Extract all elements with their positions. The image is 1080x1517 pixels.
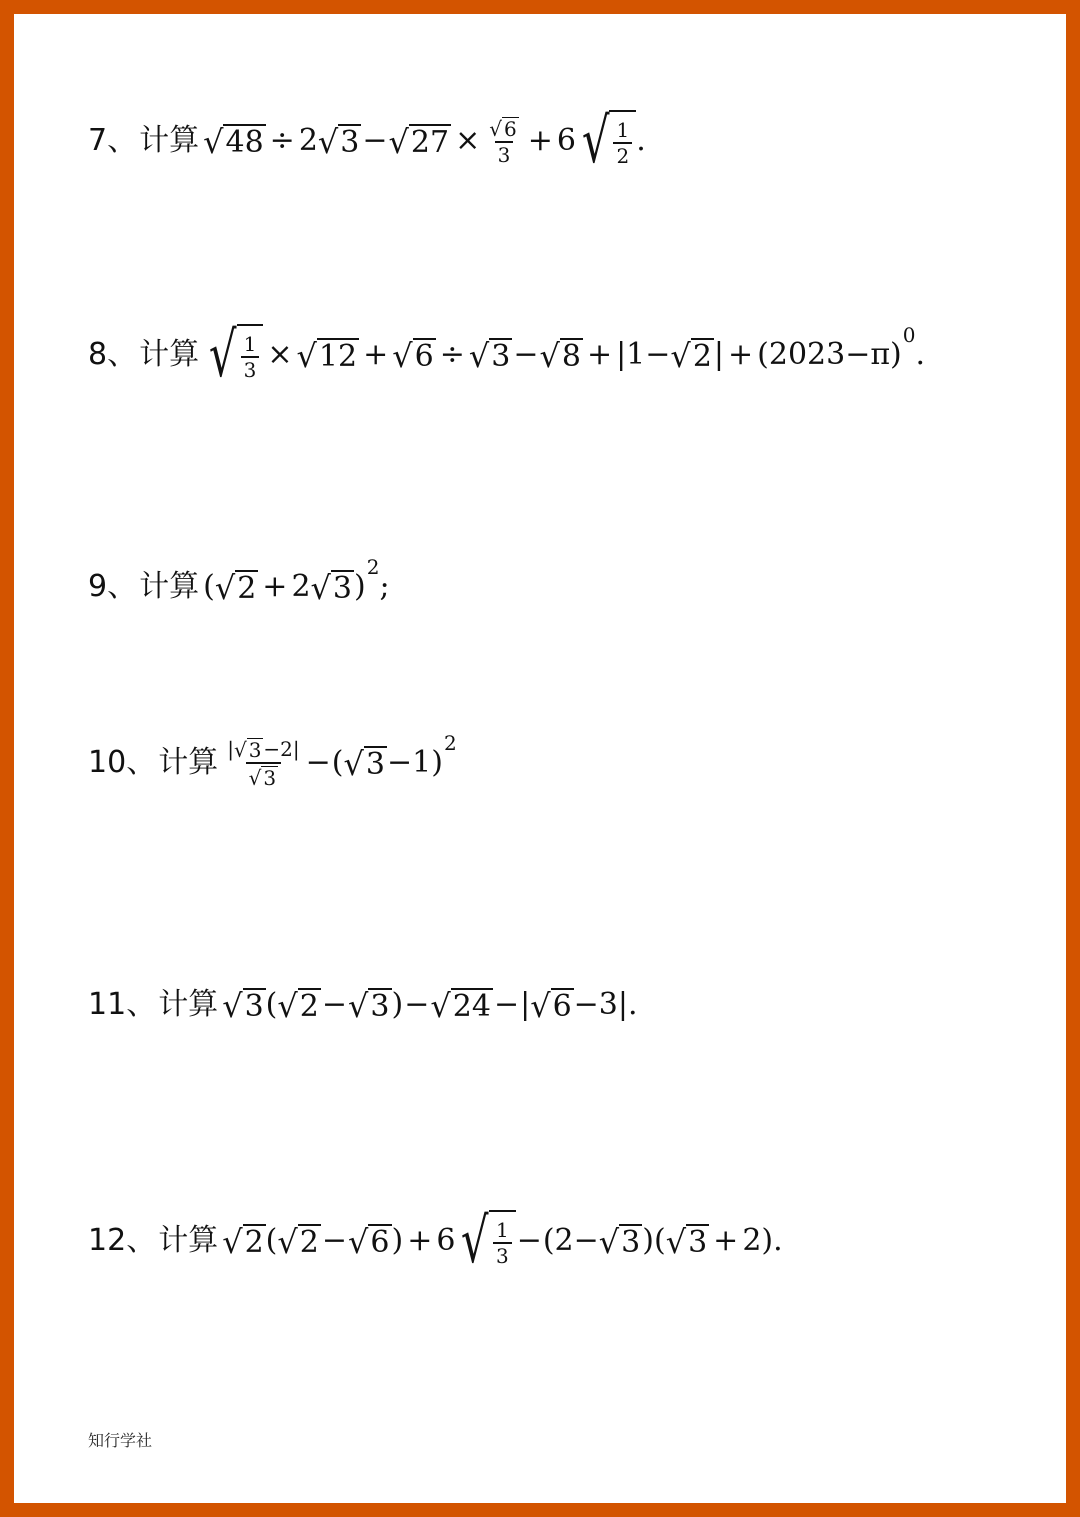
math-expression: ( √ 2 + 2 √ 3 ) 2 ; [203,555,390,607]
problem-number: 10 [88,745,127,780]
problem-separator: 、 [107,337,138,372]
problem-7 [88,104,646,177]
problem-number: 8 [88,337,108,372]
math-expression: | √ 3 −2| √ 3 − ( √ 3 −1) 2 [227,731,457,790]
problem-number: 11 [88,987,127,1022]
problem-9 [88,555,390,607]
problem-separator: 、 [126,987,157,1022]
problem-8 [88,318,926,391]
problem-keyword: 计算 [158,1223,219,1258]
problem-separator: 、 [107,123,138,158]
problem-number: 9 [88,569,108,604]
problem-12 [88,1204,783,1277]
math-expression: √ 2 ( √ 2 − √ 6 ) + 6 √ $\frac{1}{3}$ − (2− √ 3 )( √ 3 + 2) . [222,1204,783,1277]
problem-keyword: 计算 [139,569,200,604]
problem-keyword: 计算 [139,123,200,158]
problem-separator: 、 [126,1223,157,1258]
footer-brand: 知行学社 [88,1431,153,1450]
problem-separator: 、 [107,569,138,604]
problem-number: 12 [88,1223,127,1258]
problem-keyword: 计算 [139,337,200,372]
math-expression: √ 3 ( √ 2 − √ 3 ) − √ 24 − | √ 6 −3| . [222,987,638,1025]
problem-number: 7 [88,123,108,158]
problem-keyword: 计算 [158,745,219,780]
problem-10 [88,731,457,790]
problem-keyword: 计算 [158,987,219,1022]
math-expression: √ $\frac{1}{3}$ × √ 12 + √ 6 ÷ √ 3 − √ 8 + |1− √ 2 | + (2023−π) 0 . [208,318,926,391]
worksheet-page [14,14,1066,1503]
problem-11 [88,987,638,1025]
math-expression: √ 48 ÷ 2 √ 3 − √ 27 × √ 6 3 + 6 √ $\frac{1}{2}$ . [203,104,646,177]
problem-separator: 、 [126,745,157,780]
